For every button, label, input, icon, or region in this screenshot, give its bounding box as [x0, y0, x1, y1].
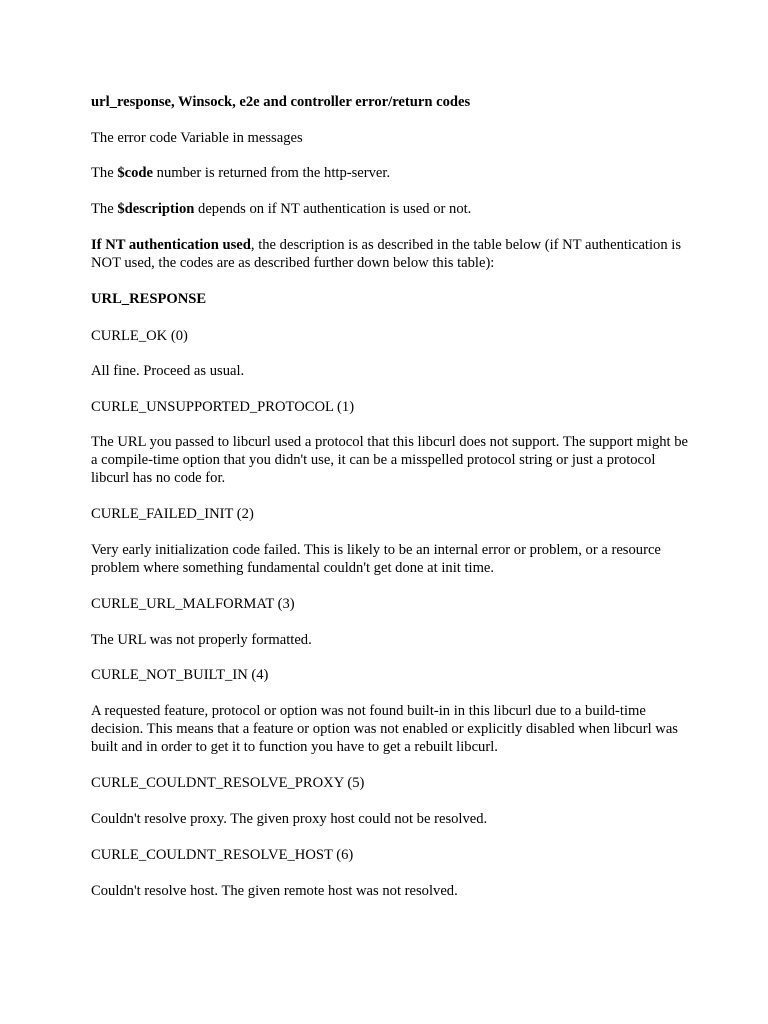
code-description: The URL you passed to libcurl used a protocol that this libcurl does not support. The support might be a compile-time option that you didn't use, it can be a misspelled protocol string or just a protocol libcurl has no code for. — [91, 434, 689, 486]
code-name: CURLE_NOT_BUILT_IN (4) — [91, 667, 269, 683]
code-variable-paragraph — [91, 164, 691, 182]
code-description: A requested feature, protocol or option was not found built-in in this libcurl due to a build-time decision. This means that a feature or option was not enabled or explicitly disabled when libcurl was built and in order to get it to function you have to get a rebuilt libcurl. — [91, 703, 678, 755]
code-post-text: number is returned from the http-server. — [153, 165, 391, 181]
section-title: URL_RESPONSE — [91, 291, 207, 307]
code-description: All fine. Proceed as usual. — [91, 363, 245, 379]
document-heading: url_response, Winsock, e2e and controller error/return codes — [91, 94, 471, 110]
nt-authentication-lead: If NT authentication used — [91, 237, 251, 253]
code-name: CURLE_FAILED_INIT (2) — [91, 506, 254, 522]
description-post-text: depends on if NT authentication is used or not. — [194, 201, 472, 217]
code-description: Couldn't resolve host. The given remote host was not resolved. — [91, 883, 458, 899]
code-name: CURLE_COULDNT_RESOLVE_PROXY (5) — [91, 775, 365, 791]
code-variable-name: $code — [117, 165, 154, 181]
code-name: CURLE_COULDNT_RESOLVE_HOST (6) — [91, 847, 354, 863]
intro-text: The error code Variable in messages — [91, 130, 303, 146]
code-name: CURLE_URL_MALFORMAT (3) — [91, 596, 295, 612]
nt-authentication-text: , the description is as described in the table below (if NT authentication is NOT used, the codes are as described further down below this table): — [91, 237, 682, 271]
description-variable-paragraph — [91, 200, 691, 218]
code-name: CURLE_UNSUPPORTED_PROTOCOL (1) — [91, 399, 355, 415]
code-description: Couldn't resolve proxy. The given proxy host could not be resolved. — [91, 811, 488, 827]
code-pre-text: The — [91, 165, 118, 181]
code-description: The URL was not properly formatted. — [91, 632, 312, 648]
description-variable-name: $description — [117, 201, 195, 217]
nt-authentication-paragraph — [91, 236, 691, 272]
description-pre-text: The — [91, 201, 118, 217]
code-name: CURLE_OK (0) — [91, 328, 188, 344]
code-description: Very early initialization code failed. This is likely to be an internal error or problem, or a resource problem where something fundamental couldn't get done at init time. — [91, 542, 661, 576]
